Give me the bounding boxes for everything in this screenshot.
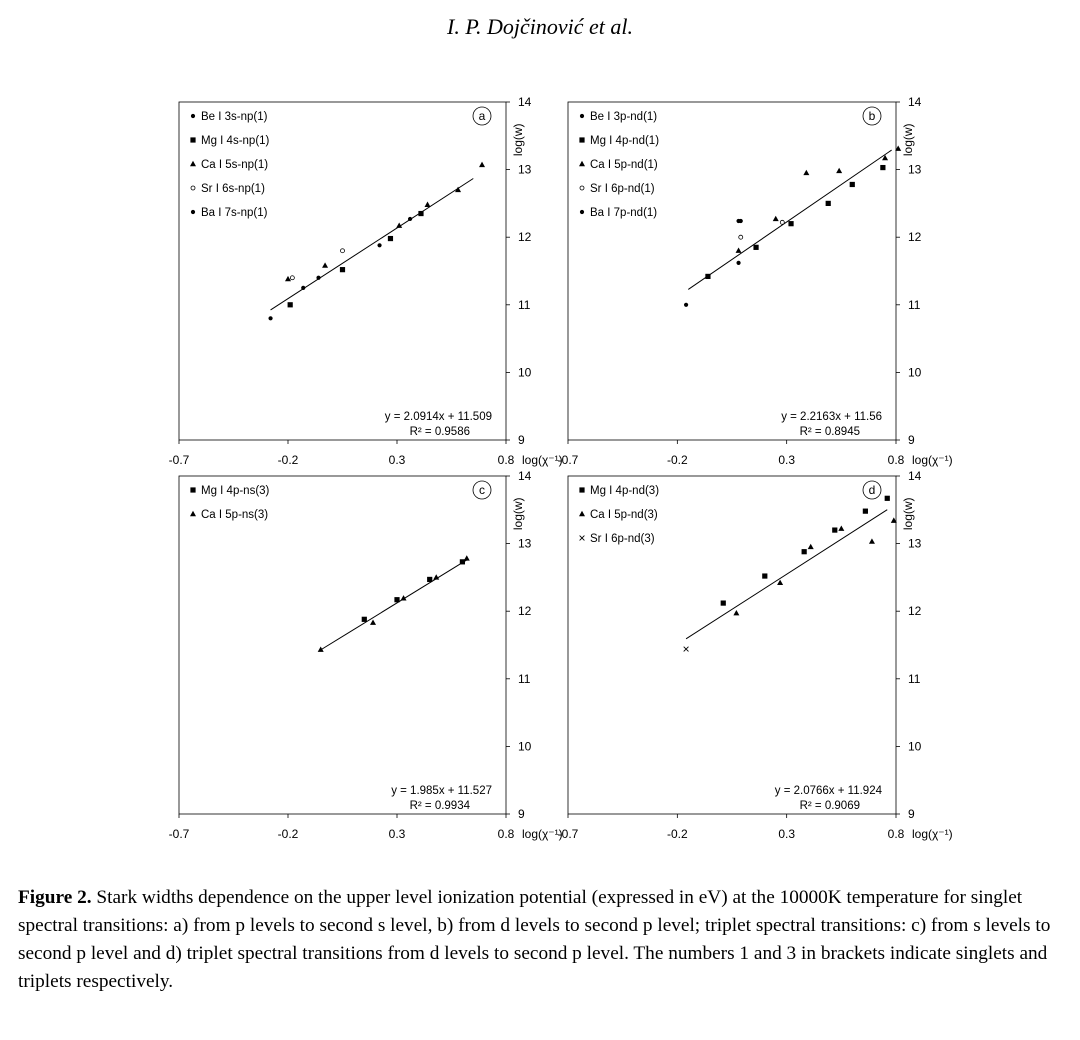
data-point: [684, 303, 688, 307]
data-point: [838, 526, 844, 531]
y-tick-label: 10: [518, 365, 532, 380]
legend-marker: [191, 210, 195, 214]
y-axis-label: log(w): [901, 497, 915, 531]
legend-entry: Sr I 6s-np(1): [201, 183, 265, 195]
y-axis-label: log(w): [901, 123, 915, 157]
data-point: [739, 235, 743, 239]
x-tick-label: 0.3: [388, 827, 406, 841]
legend-marker: [579, 161, 585, 166]
chart-panel-a: [169, 95, 563, 467]
y-tick-label: 9: [908, 807, 915, 821]
data-point: [301, 286, 305, 290]
data-point: [885, 496, 890, 501]
legend-marker: [190, 137, 195, 142]
legend-entry: Ba I 7p-nd(1): [590, 207, 658, 219]
data-point: [479, 162, 485, 167]
fit-r-squared: R² = 0.9069: [799, 800, 860, 812]
data-point: [425, 202, 431, 207]
caption-lead: Figure 2.: [18, 887, 92, 908]
legend-marker: [580, 186, 584, 190]
legend-entry: Be I 3s-np(1): [201, 111, 268, 123]
fit-line: [321, 560, 467, 650]
data-point: [268, 316, 272, 320]
data-point: [340, 267, 345, 272]
x-tick-label: -0.7: [557, 827, 579, 841]
legend-entry: Ca I 5p-nd(1): [590, 159, 658, 171]
fit-equation: y = 2.0914x + 11.509: [384, 411, 492, 423]
data-point: [803, 170, 809, 175]
data-point: [736, 261, 740, 265]
x-tick-label: -0.7: [168, 453, 190, 467]
y-tick-label: 14: [518, 95, 532, 109]
legend-marker: [579, 137, 584, 142]
y-tick-label: 13: [908, 536, 922, 551]
y-tick-label: 11: [518, 297, 531, 312]
fit-equation: y = 2.2163x + 11.56: [781, 411, 882, 423]
x-tick-label: -0.2: [666, 453, 688, 467]
y-tick-label: 9: [908, 433, 915, 447]
legend-marker: [190, 487, 195, 492]
data-point: [290, 276, 294, 280]
x-tick-label: -0.2: [666, 827, 688, 841]
legend-marker: [191, 114, 195, 118]
y-tick-label: 11: [908, 671, 921, 686]
data-point: [285, 276, 291, 281]
y-tick-label: 12: [908, 230, 922, 245]
plot-frame: [568, 476, 896, 814]
x-axis-label: log(χ⁻¹): [912, 453, 953, 467]
legend-entry: Mg I 4p-ns(3): [201, 485, 270, 497]
data-point: [322, 262, 328, 267]
legend-marker: [580, 536, 585, 541]
legend-entry: Ca I 5s-np(1): [201, 159, 269, 171]
legend-entry: Mg I 4p-nd(1): [590, 135, 660, 147]
data-point: [370, 619, 376, 624]
data-point: [850, 182, 855, 187]
data-point: [316, 276, 320, 280]
legend-marker: [580, 210, 584, 214]
fit-line: [271, 178, 474, 309]
y-tick-label: 13: [518, 162, 532, 177]
data-point: [362, 617, 367, 622]
data-point: [705, 274, 710, 279]
data-point: [773, 216, 779, 221]
x-axis-label: log(χ⁻¹): [912, 827, 953, 841]
x-tick-label: -0.2: [277, 827, 299, 841]
y-tick-label: 11: [518, 671, 531, 686]
y-tick-label: 11: [908, 297, 921, 312]
fit-equation: y = 2.0766x + 11.924: [774, 785, 882, 797]
x-tick-label: -0.7: [168, 827, 190, 841]
data-point: [832, 527, 837, 532]
x-tick-label: 0.8: [887, 453, 905, 467]
legend-marker: [190, 161, 196, 166]
legend-entry: Mg I 4s-np(1): [201, 135, 270, 147]
fit-r-squared: R² = 0.9934: [409, 800, 470, 812]
y-axis-label: log(w): [511, 123, 525, 157]
y-tick-label: 10: [908, 365, 922, 380]
plot-frame: [568, 102, 896, 440]
legend-entry: Be I 3p-nd(1): [590, 111, 658, 123]
y-tick-label: 12: [518, 230, 532, 245]
x-axis-label: log(χ⁻¹): [522, 453, 563, 467]
data-point: [377, 243, 381, 247]
y-tick-label: 14: [518, 469, 532, 483]
y-tick-label: 10: [518, 739, 532, 754]
y-tick-label: 12: [518, 604, 532, 619]
legend-marker: [191, 186, 195, 190]
y-tick-label: 14: [908, 469, 922, 483]
data-point: [288, 302, 293, 307]
x-tick-label: 0.3: [778, 827, 796, 841]
data-point: [427, 577, 432, 582]
data-point: [394, 597, 399, 602]
chart-panel-b: [558, 95, 953, 467]
x-tick-label: 0.3: [778, 453, 796, 467]
x-tick-label: 0.8: [497, 827, 515, 841]
x-axis-label: log(χ⁻¹): [522, 827, 563, 841]
data-point: [418, 211, 423, 216]
y-tick-label: 14: [908, 95, 922, 109]
data-point: [869, 538, 875, 543]
caption-text: Stark widths dependence on the upper level ionization potential (expressed in eV) at the 10000K temperature for singlet spectral transitions: a) from p levels to second s level, b) from d levels to second p level; triplet spectral transitions: c) from s levels to second p level and d) triplet spectral transitions from d levels to second p level. The numbers 1 and 3 in brackets indicate singlets and triplets respectively.: [18, 887, 1051, 992]
legend-entry: Sr I 6p-nd(3): [590, 533, 655, 545]
data-point: [880, 165, 885, 170]
legend-marker: [580, 114, 584, 118]
data-point: [863, 509, 868, 514]
legend-entry: Ca I 5p-ns(3): [201, 509, 269, 521]
panel-letter: a: [478, 109, 486, 123]
fit-r-squared: R² = 0.8945: [799, 426, 860, 438]
data-point: [777, 580, 783, 585]
legend-entry: Ca I 5p-nd(3): [590, 509, 658, 521]
data-point: [464, 555, 470, 560]
x-tick-label: 0.3: [388, 453, 406, 467]
data-point: [684, 647, 689, 652]
legend-entry: Mg I 4p-nd(3): [590, 485, 660, 497]
fit-line: [688, 150, 891, 289]
data-point: [780, 220, 784, 224]
data-point: [802, 549, 807, 554]
data-point: [318, 647, 324, 652]
data-point: [739, 219, 743, 223]
x-tick-label: -0.7: [557, 453, 579, 467]
y-tick-label: 13: [518, 536, 532, 551]
x-tick-label: -0.2: [277, 453, 299, 467]
data-point: [408, 217, 412, 221]
x-tick-label: 0.8: [887, 827, 905, 841]
figure-caption: [18, 884, 1068, 996]
fit-line: [686, 510, 887, 639]
plot-frame: [179, 476, 506, 814]
fit-r-squared: R² = 0.9586: [409, 426, 470, 438]
data-point: [736, 248, 742, 253]
data-point: [836, 168, 842, 173]
legend-entry: Ba I 7s-np(1): [201, 207, 268, 219]
chart-panel-c: [169, 469, 563, 841]
legend-marker: [579, 487, 584, 492]
running-header: I. P. Dojčinović et al.: [447, 14, 633, 39]
data-point: [808, 544, 814, 549]
y-tick-label: 13: [908, 162, 922, 177]
chart-panel-d: [558, 469, 953, 841]
y-tick-label: 10: [908, 739, 922, 754]
panel-letter: c: [479, 483, 485, 497]
panel-letter: b: [868, 109, 876, 123]
y-tick-label: 9: [518, 807, 525, 821]
fit-equation: y = 1.985x + 11.527: [391, 785, 492, 797]
data-point: [721, 600, 726, 605]
y-axis-label: log(w): [511, 497, 525, 531]
legend-marker: [579, 511, 585, 516]
y-tick-label: 12: [908, 604, 922, 619]
legend-marker: [190, 511, 196, 516]
data-point: [341, 249, 345, 253]
data-point: [733, 610, 739, 615]
data-point: [762, 573, 767, 578]
x-tick-label: 0.8: [497, 453, 515, 467]
y-tick-label: 9: [518, 433, 525, 447]
data-point: [788, 221, 793, 226]
panel-letter: d: [868, 483, 876, 497]
data-point: [826, 201, 831, 206]
data-point: [753, 245, 758, 250]
legend-entry: Sr I 6p-nd(1): [590, 183, 655, 195]
data-point: [388, 236, 393, 241]
